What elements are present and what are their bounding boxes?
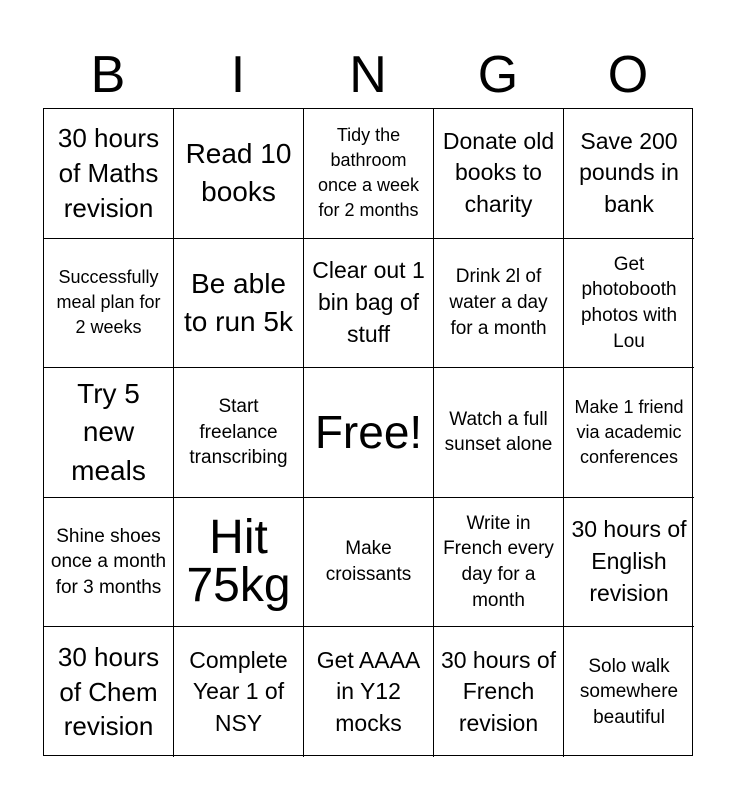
bingo-cell-r4c4[interactable]: Write in French every day for a month	[434, 498, 564, 628]
bingo-cell-r2c5[interactable]: Get photobooth photos with Lou	[564, 239, 694, 369]
bingo-cell-r4c1[interactable]: Shine shoes once a month for 3 months	[44, 498, 174, 628]
bingo-cell-r1c5[interactable]: Save 200 pounds in bank	[564, 109, 694, 239]
bingo-cell-r5c4[interactable]: 30 hours of French revision	[434, 627, 564, 757]
bingo-cell-r4c3[interactable]: Make croissants	[304, 498, 434, 628]
bingo-cell-r5c2[interactable]: Complete Year 1 of NSY	[174, 627, 304, 757]
bingo-cell-r5c1[interactable]: 30 hours of Chem revision	[44, 627, 174, 757]
bingo-cell-r3c4[interactable]: Watch a full sunset alone	[434, 368, 564, 498]
bingo-header	[43, 42, 693, 108]
header-letter-i: I	[230, 46, 246, 104]
bingo-cell-r3c1[interactable]: Try 5 new meals	[44, 368, 174, 498]
bingo-cell-r1c1[interactable]: 30 hours of Maths revision	[44, 109, 174, 239]
bingo-cell-r1c2[interactable]: Read 10 books	[174, 109, 304, 239]
bingo-cell-r2c4[interactable]: Drink 2l of water a day for a month	[434, 239, 564, 369]
bingo-cell-r2c1[interactable]: Successfully meal plan for 2 weeks	[44, 239, 174, 369]
header-letter-n: N	[349, 46, 387, 104]
bingo-cell-r5c3[interactable]: Get AAAA in Y12 mocks	[304, 627, 434, 757]
bingo-cell-r3c5[interactable]: Make 1 friend via academic conferences	[564, 368, 694, 498]
header-letter-o: O	[607, 46, 649, 104]
bingo-cell-r1c3[interactable]: Tidy the bathroom once a week for 2 months	[304, 109, 434, 239]
bingo-cell-r1c4[interactable]: Donate old books to charity	[434, 109, 564, 239]
header-letter-g: G	[477, 46, 519, 104]
bingo-cell-r2c3[interactable]: Clear out 1 bin bag of stuff	[304, 239, 434, 369]
bingo-grid	[43, 108, 693, 756]
bingo-cell-r5c5[interactable]: Solo walk somewhere beautiful	[579, 655, 679, 728]
bingo-cell-r4c5[interactable]: 30 hours of English revision	[564, 498, 694, 628]
bingo-cell-r2c2[interactable]: Be able to run 5k	[174, 239, 304, 369]
bingo-cell-free[interactable]: Free!	[304, 368, 434, 498]
bingo-cell-r4c2[interactable]: Hit 75kg	[174, 498, 304, 628]
header-letter-b: B	[90, 46, 126, 104]
bingo-cell-r3c2[interactable]: Start freelance transcribing	[174, 368, 304, 498]
